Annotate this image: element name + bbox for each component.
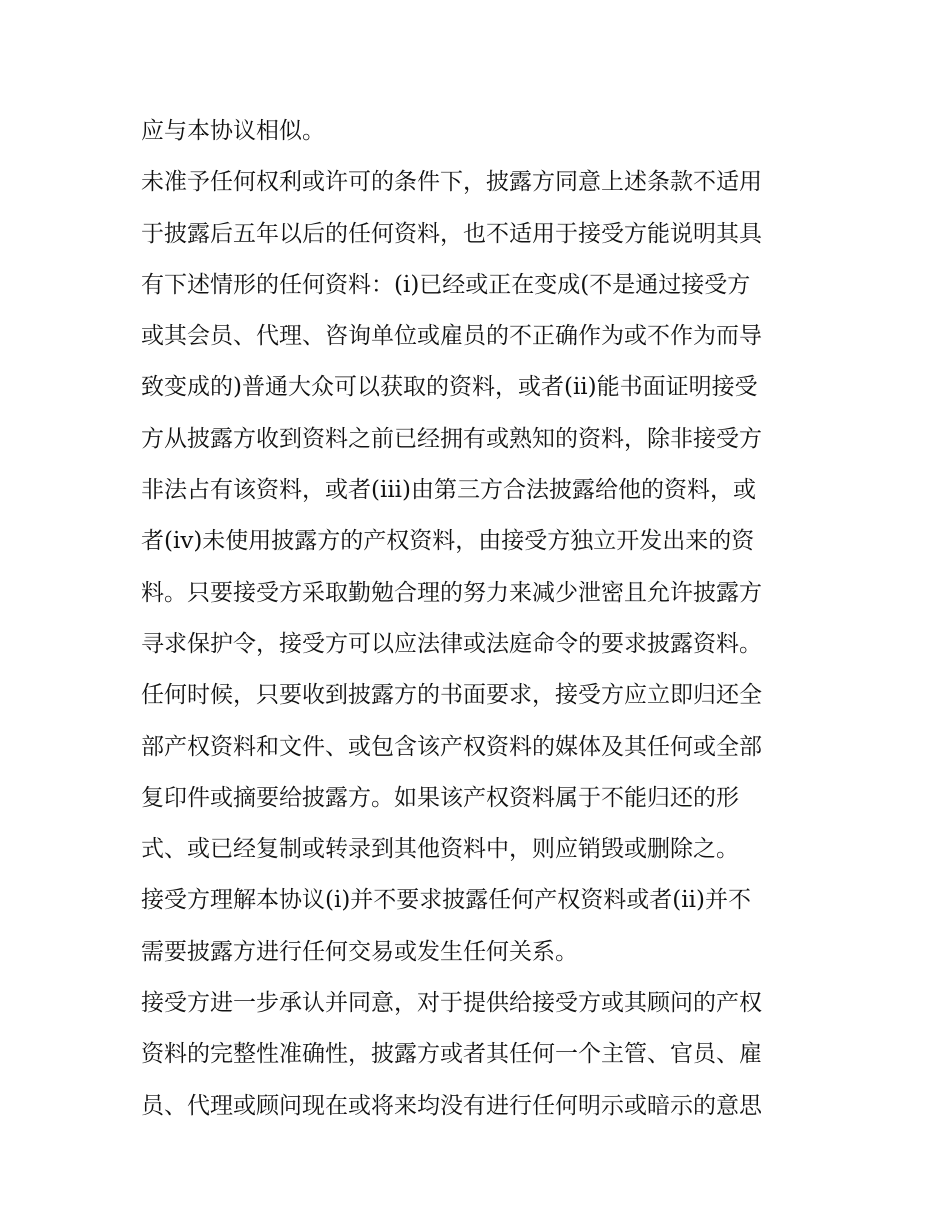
text-line: 非法占有该资料，或者(iii)由第三方合法披露给他的资料，或 — [141, 477, 757, 504]
text-line: 致变成的)普通大众可以获取的资料，或者(ii)能书面证明接受 — [141, 374, 758, 401]
text-line: 寻求保护令，接受方可以应法律或法庭命令的要求披露资料。 — [141, 630, 762, 657]
text-line: 料。只要接受方采取勤勉合理的努力来减少泄密且允许披露方 — [141, 579, 762, 606]
text-line: 资料的完整性准确性，披露方或者其任何一个主管、官员、雇 — [141, 1041, 762, 1068]
text-line: 式、或已经复制或转录到其他资料中，则应销毁或删除之。 — [141, 836, 739, 863]
text-line: 接受方理解本协议(i)并不要求披露任何产权资料或者(ii)并不 — [141, 887, 751, 914]
text-line: 于披露后五年以后的任何资料，也不适用于接受方能说明其具 — [141, 220, 762, 247]
text-line: 任何时候，只要收到披露方的书面要求，接受方应立即归还全 — [141, 682, 762, 709]
text-line: 或其会员、代理、咨询单位或雇员的不正确作为或不作为而导 — [141, 323, 762, 350]
text-line: 方从披露方收到资料之前已经拥有或熟知的资料，除非接受方 — [141, 425, 762, 452]
text-line: 复印件或摘要给披露方。如果该产权资料属于不能归还的形 — [141, 784, 739, 811]
text-line: 需要披露方进行任何交易或发生任何关系。 — [141, 938, 578, 965]
text-line: 接受方进一步承认并同意，对于提供给接受方或其顾问的产权 — [141, 990, 762, 1017]
text-line: 未准予任何权利或许可的条件下，披露方同意上述条款不适用 — [141, 169, 762, 196]
text-line: 员、代理或顾问现在或将来均没有进行任何明示或暗示的意思 — [141, 1092, 762, 1119]
text-line: 有下述情形的任何资料：(i)已经或正在变成(不是通过接受方 — [141, 271, 751, 298]
text-line: 者(iv)未使用披露方的产权资料，由接受方独立开发出来的资 — [141, 528, 755, 555]
body-text — [141, 106, 821, 1132]
text-line: 部产权资料和文件、或包含该产权资料的媒体及其任何或全部 — [141, 733, 762, 760]
text-line: 应与本协议相似。 — [141, 118, 325, 144]
